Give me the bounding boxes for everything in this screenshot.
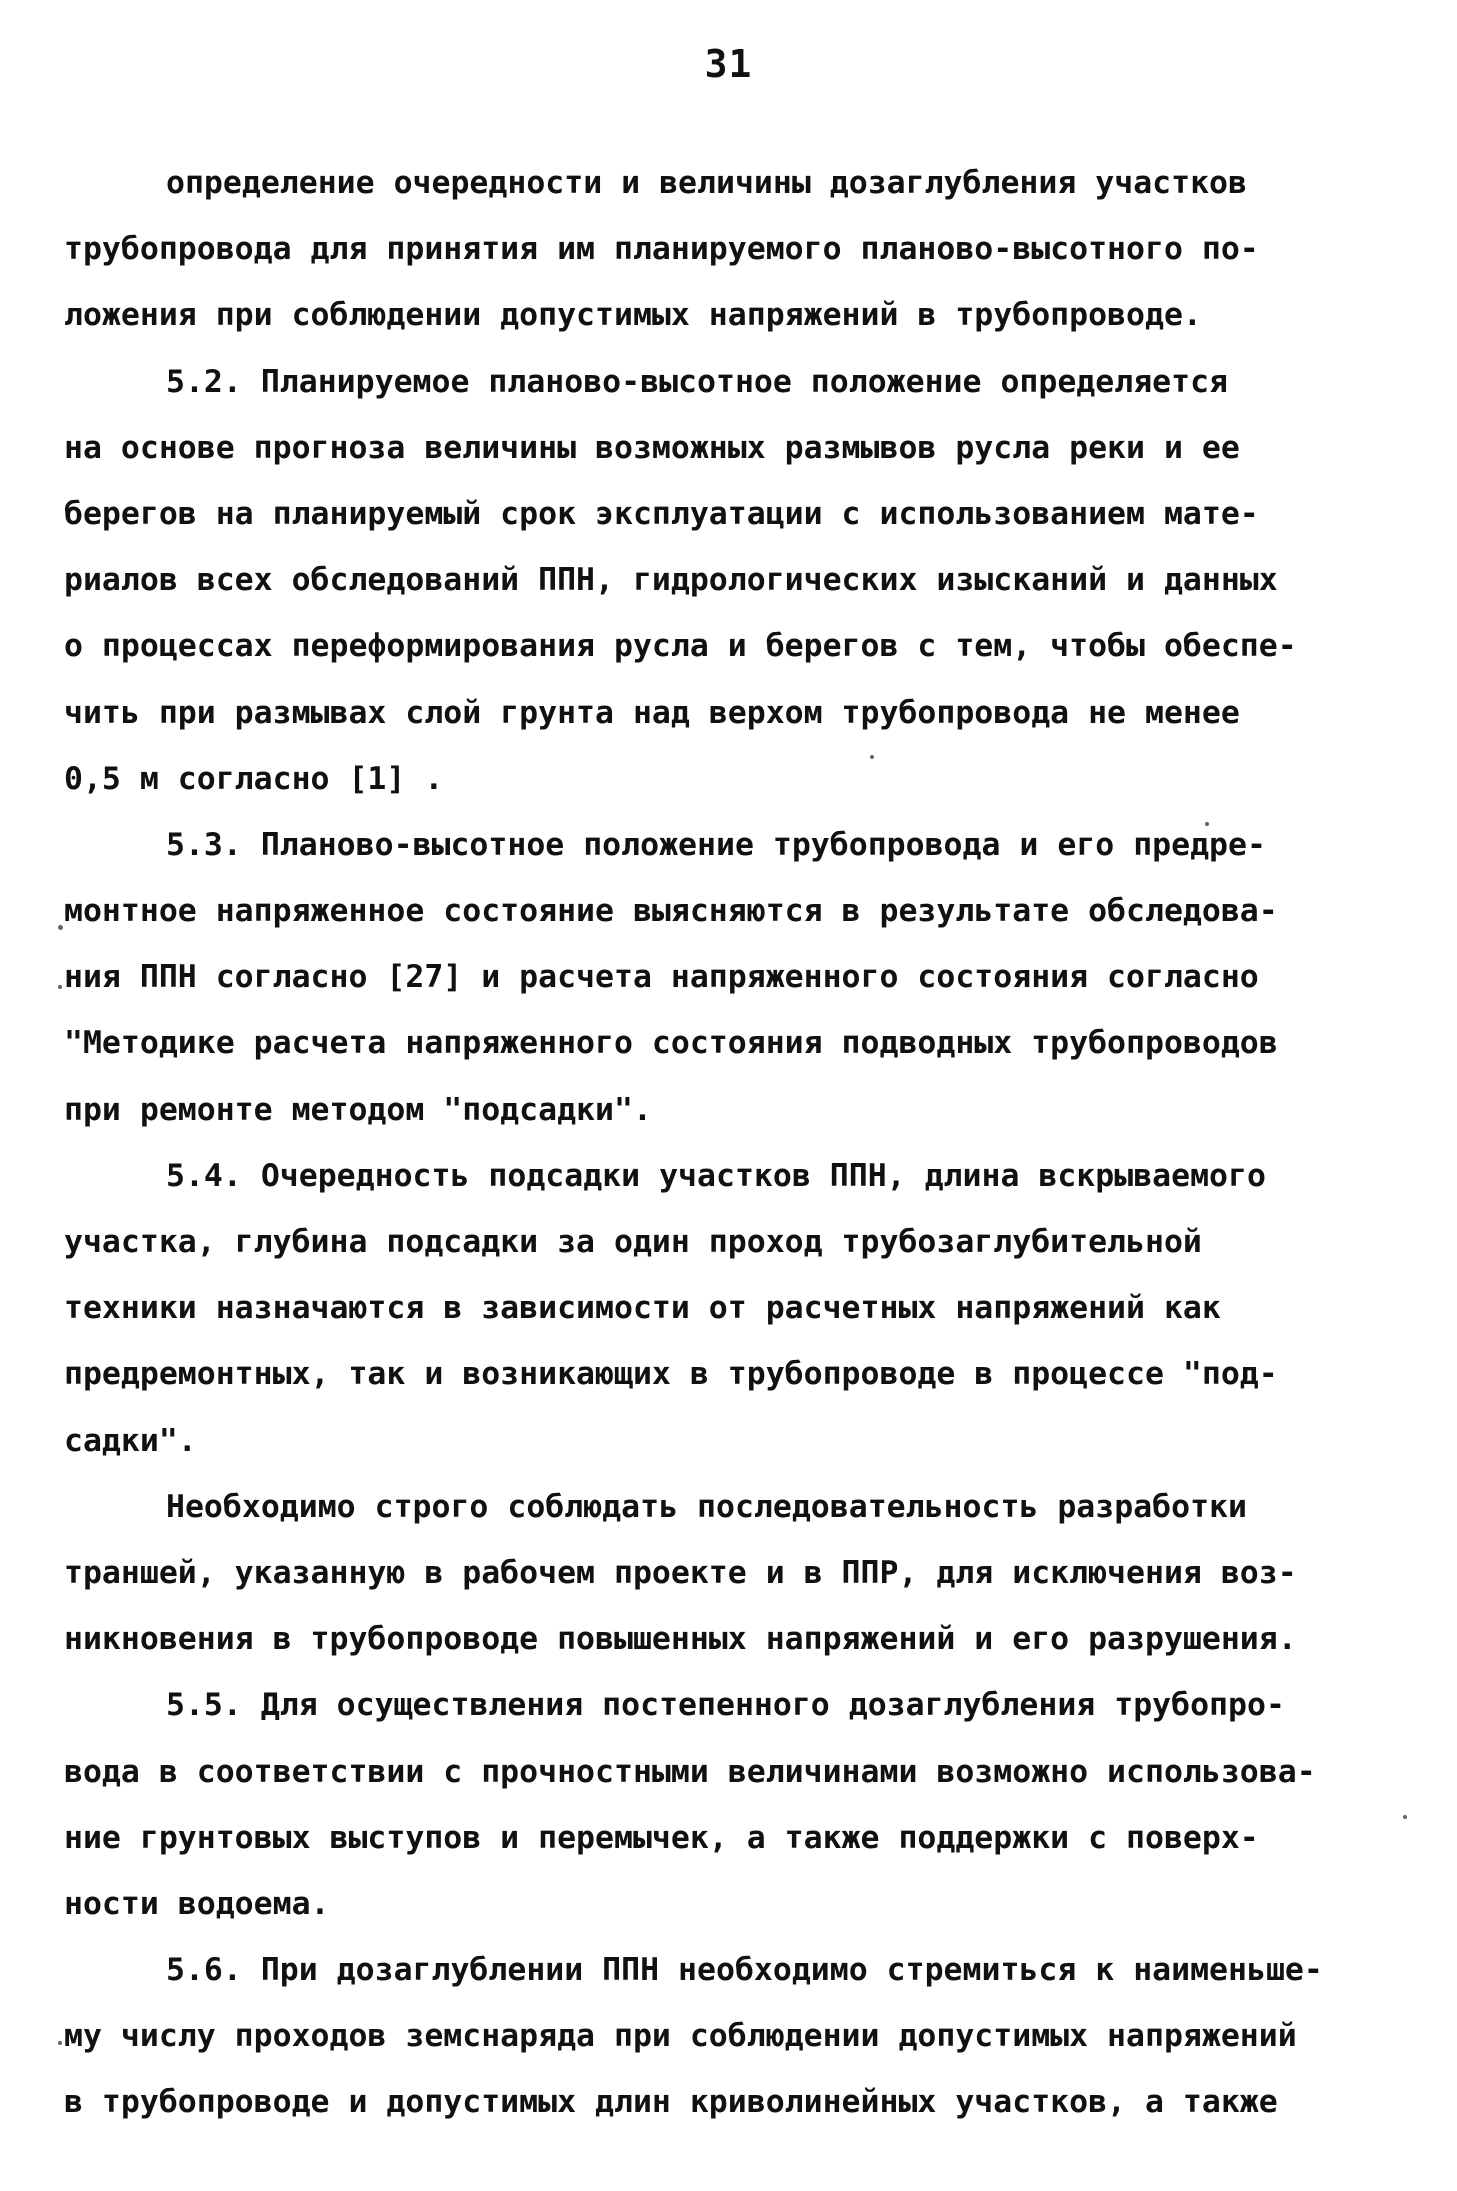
text-line: вода в соответствии с прочностными величинами возможно использова- bbox=[64, 1753, 1316, 1790]
text-line: в трубопроводе и допустимых длин криволинейных участков, а также bbox=[64, 2084, 1278, 2121]
text-line: чить при размывах слой грунта над верхом трубопровода не менее bbox=[64, 694, 1240, 731]
text-line: 5.3. Планово-высотное положение трубопровода и его предре- bbox=[166, 826, 1266, 863]
text-line: техники назначаются в зависимости от расчетных напряжений как bbox=[64, 1290, 1221, 1327]
text-line: 0,5 м согласно [1] . bbox=[64, 760, 444, 797]
text-line: монтное напряженное состояние выясняются в результате обследова- bbox=[64, 893, 1278, 930]
text-line: на основе прогноза величины возможных размывов русла реки и ее bbox=[64, 429, 1240, 466]
text-line: ние грунтовых выступов и перемычек, а также поддержки с поверх- bbox=[64, 1819, 1259, 1856]
text-line: трубопровода для принятия им планируемого планово-высотного по- bbox=[64, 231, 1259, 268]
text-line: ложения при соблюдении допустимых напряжений в трубопроводе. bbox=[64, 297, 1202, 334]
scan-speck bbox=[58, 2041, 62, 2045]
scan-speck bbox=[58, 925, 63, 930]
text-line: 5.4. Очередность подсадки участков ППН, длина вскрываемого bbox=[166, 1157, 1266, 1194]
text-line: при ремонте методом "подсадки". bbox=[64, 1091, 652, 1128]
text-line: берегов на планируемый срок эксплуатации с использованием мате- bbox=[64, 495, 1259, 532]
text-line: ности водоема. bbox=[64, 1885, 330, 1922]
text-line: садки". bbox=[64, 1422, 197, 1459]
scan-speck bbox=[58, 985, 62, 989]
scan-speck bbox=[1403, 1815, 1407, 1819]
text-line: 5.6. При дозаглублении ППН необходимо стремиться к наименьше- bbox=[166, 1952, 1323, 1989]
text-line: траншей, указанную в рабочем проекте и в ППР, для исключения воз- bbox=[64, 1554, 1297, 1591]
scan-speck bbox=[870, 755, 874, 759]
page-number: 31 bbox=[704, 42, 753, 86]
text-line: предремонтных, так и возникающих в трубопроводе в процессе "под- bbox=[64, 1356, 1278, 1393]
scan-speck bbox=[1205, 822, 1209, 826]
text-line: никновения в трубопроводе повышенных напряжений и его разрушения. bbox=[64, 1621, 1297, 1658]
text-line: Необходимо строго соблюдать последовательность разработки bbox=[166, 1488, 1247, 1525]
text-line: риалов всех обследований ППН, гидрологических изысканий и данных bbox=[64, 562, 1278, 599]
text-line: му числу проходов земснаряда при соблюдении допустимых напряжений bbox=[64, 2018, 1297, 2055]
text-line: участка, глубина подсадки за один проход трубозаглубительной bbox=[64, 1224, 1202, 1260]
body-text bbox=[64, 150, 1364, 2136]
text-line: о процессах переформирования русла и берегов с тем, чтобы обеспе- bbox=[64, 628, 1297, 665]
text-line: "Методике расчета напряженного состояния подводных трубопроводов bbox=[64, 1025, 1278, 1062]
text-line: 5.5. Для осуществления постепенного дозаглубления трубопро- bbox=[166, 1687, 1285, 1724]
text-line: определение очередности и величины дозаглубления участков bbox=[166, 165, 1247, 201]
text-line: 5.2. Планируемое планово-высотное положение определяется bbox=[166, 363, 1229, 400]
text-line: ния ППН согласно [27] и расчета напряженного состояния согласно bbox=[64, 959, 1259, 996]
